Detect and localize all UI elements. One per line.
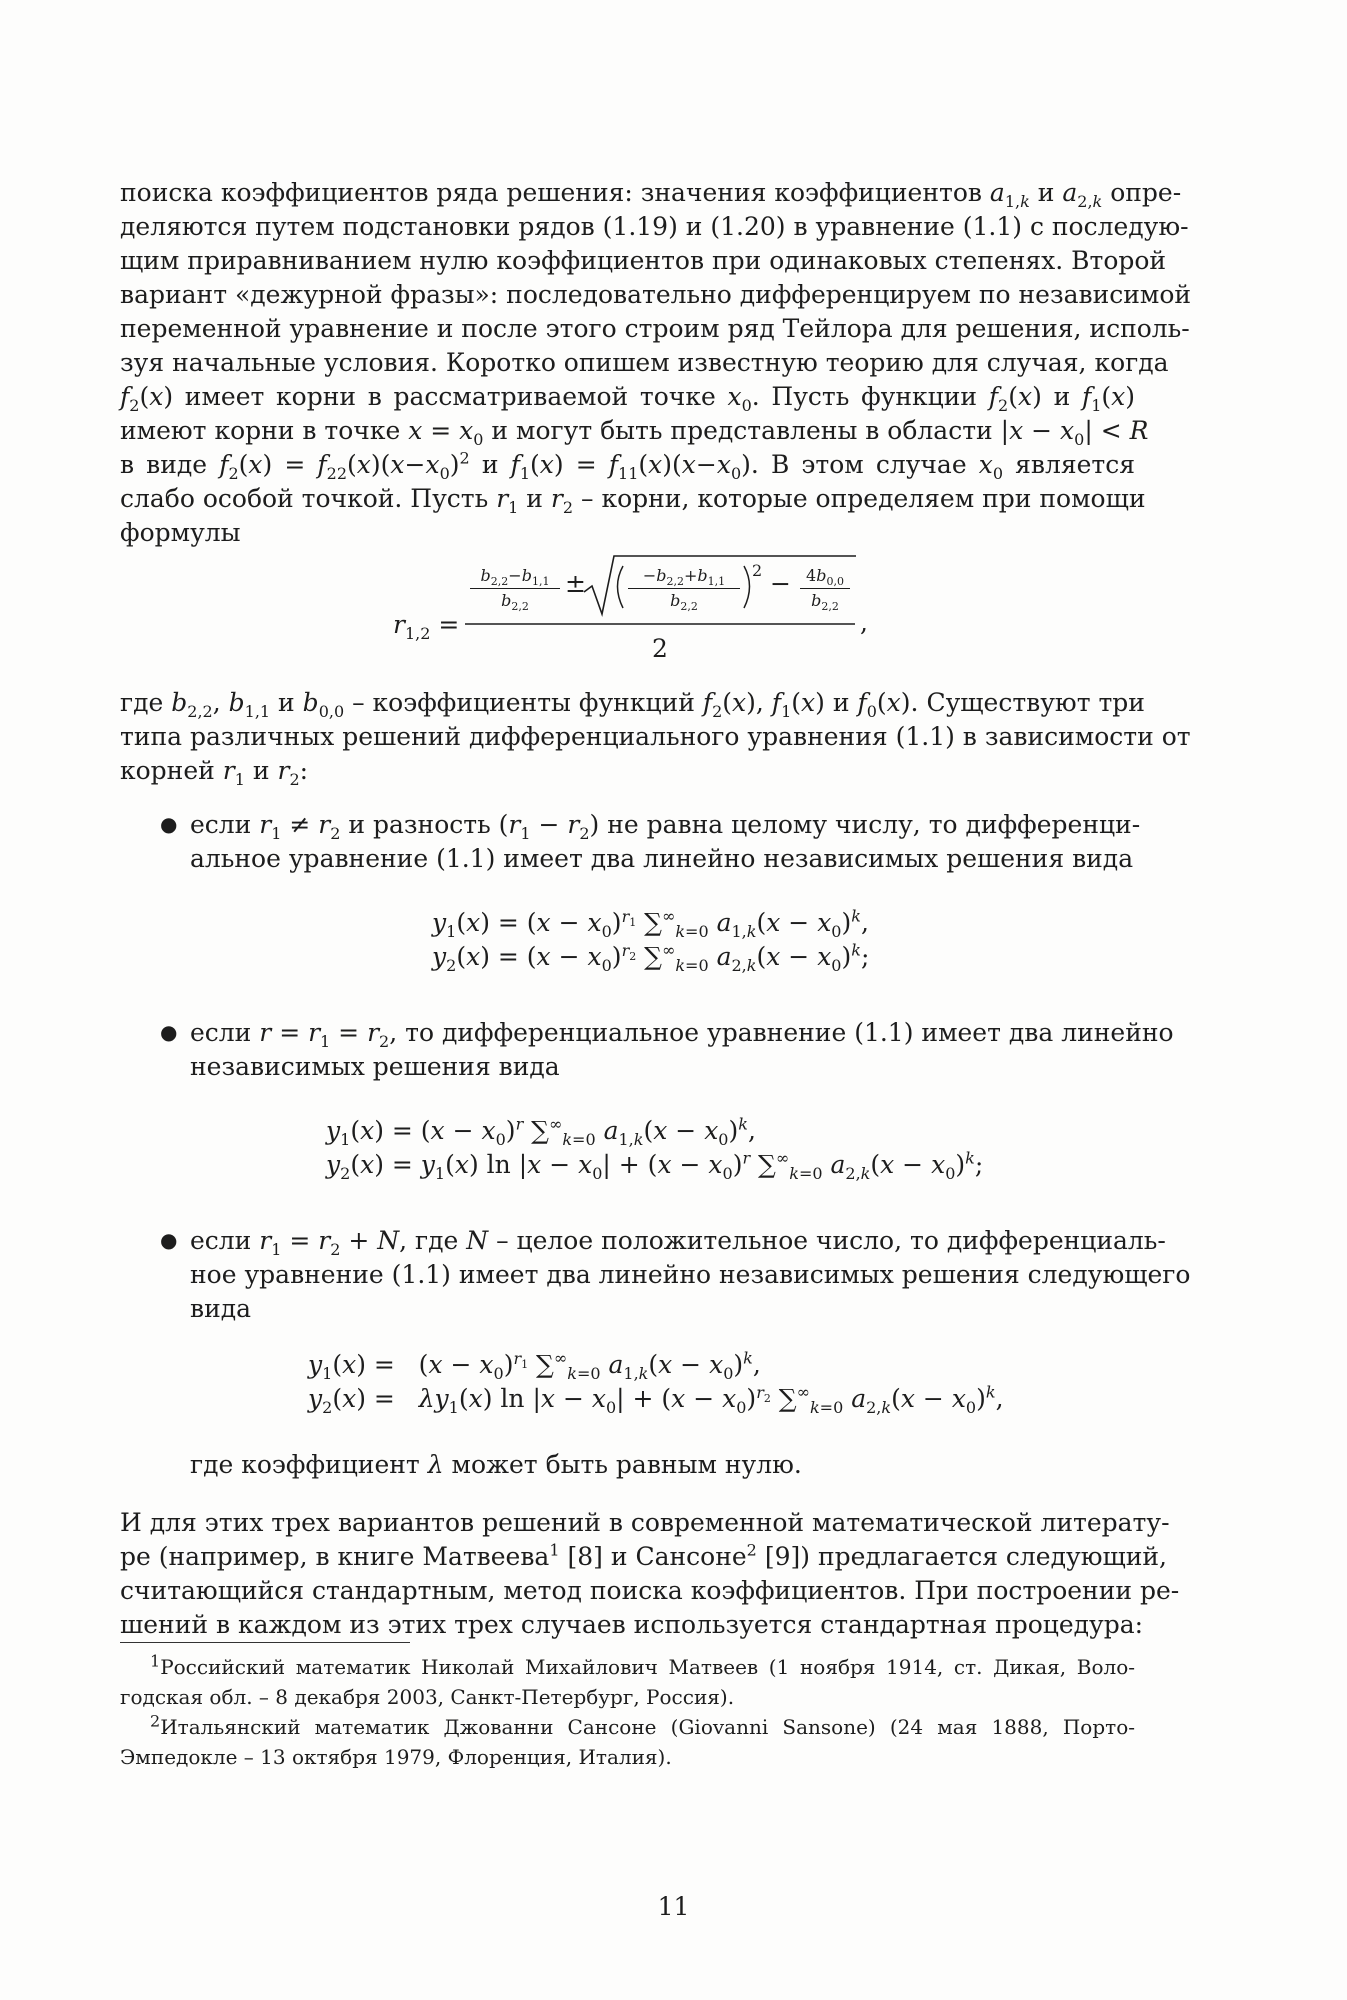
text-line: корней $r_1$ и $r_2$: <box>120 756 309 789</box>
text-line: если $r = r_1 = r_2$, то дифференциальное уравнение (1.1) имеет два линейно <box>190 1018 1174 1051</box>
text-line: альное уравнение (1.1) имеет два линейно независимых решения вида <box>190 844 1134 873</box>
text-line: слабо особой точкой. Пусть $r_1$ и $r_2$ – корни, которые определяем при помощи <box>120 484 1146 517</box>
text-line: щим приравниванием нулю коэффициентов при одинаковых степенях. Второй <box>120 246 1167 275</box>
text-line: если $r_1 \ne r_2$ и разность $(r_1 - r_2)$ не равна целому числу, то дифференци- <box>190 810 1141 843</box>
footnote-rule <box>120 1642 410 1643</box>
text-line: поиска коэффициентов ряда решения: значения коэффициентов $a_{1,k}$ и $a_{2,k}$ опре- <box>120 178 1182 211</box>
text-line: зуя начальные условия. Коротко опишем известную теорию для случая, когда <box>120 348 1169 377</box>
text-line: в виде $f_2(x) = f_{22}(x)(x-x_0)^2$ и $f_1(x) = f_{11}(x)(x-x_0)$. В этом случае $x_0$ является <box>120 448 1136 483</box>
formula-y1: $y_1(x) = (x - x_0)^r$ $\sum^\infty_{k=0}$ $a_{1,k}(x - x_0)^k$, <box>326 1114 756 1149</box>
text-line: переменной уравнение и после этого строим ряд Тейлора для решения, исполь- <box>120 314 1190 343</box>
bullet-icon: ● <box>160 812 178 836</box>
formula-r12: $r_{1,2}$ = $\frac{b_{2,2}-b_{1,1}}{b_{2,2}}$ ± $\frac{-b_{2,2}+b_{1,1}}{b_{2,2}}$ 2 − $\frac{4b_{0,0}}{b_{2,2}}$ 2 , <box>0 548 1347 678</box>
bullet-icon: ● <box>160 1020 178 1044</box>
formula-y2: $y_2(x) = y_1(x)$ $\ln |x - x_0| + (x - x_0)^r$ $\sum^\infty_{k=0}$ $a_{2,k}(x - x_0)^k$; <box>326 1148 984 1183</box>
text-line: шений в каждом из этих трех случаев используется стандартная процедура: <box>120 1610 1144 1639</box>
footnote-1-cont: годская обл. – 8 декабря 2003, Санкт-Петербург, Россия). <box>120 1685 735 1709</box>
footnote-2-cont: Эмпедокле – 13 октября 1979, Флоренция, Италия). <box>120 1745 672 1769</box>
page-number: 11 <box>657 1892 690 1921</box>
text-line: имеют корни в точке $x = x_0$ и могут быть представлены в области $|x - x_0| < R$ <box>120 416 1149 449</box>
text-line: $f_2(x)$ имеет корни в рассматриваемой точке $x_0$. Пусть функции $f_2(x)$ и $f_1(x)$ <box>120 382 1136 415</box>
text-line: ное уравнение (1.1) имеет два линейно независимых решения следующего <box>190 1260 1191 1289</box>
text-line: где коэффициент λ может быть равным нулю. <box>190 1450 802 1479</box>
footnote-2: $^2$Итальянский математик Джованни Сансоне (Giovanni Sansone) (24 мая 1888, Порто- <box>150 1711 1135 1739</box>
formula-y1: $y_1(x) = (x - x_0)^{r_1}$ $\sum^\infty_{k=0}$ $a_{1,k}(x - x_0)^k$, <box>432 906 869 941</box>
text-line: если $r_1 = r_2 + N$, где N – целое положительное число, то дифференциаль- <box>190 1226 1166 1259</box>
text-line: независимых решения вида <box>190 1052 560 1081</box>
text-line: где $b_{2,2}$, $b_{1,1}$ и $b_{0,0}$ – коэффициенты функций $f_2(x)$, $f_1(x)$ и $f_0(x)$. Существуют три <box>120 688 1145 721</box>
text-line: вида <box>190 1294 252 1323</box>
formula-y1: $y_1(x) = (x - x_0)^{r_1}$ $\sum^\infty_{k=0}$ $a_{1,k}(x - x_0)^k$, <box>308 1348 761 1383</box>
bullet-icon: ● <box>160 1228 178 1252</box>
footnote-1: $^1$Российский математик Николай Михайлович Матвеев (1 ноября 1914, ст. Дикая, Воло- <box>150 1651 1135 1679</box>
text-line: И для этих трех вариантов решений в современной математической литерату- <box>120 1508 1170 1537</box>
text-line: типа различных решений дифференциального уравнения (1.1) в зависимости от <box>120 722 1191 751</box>
text-line: считающийся стандартным, метод поиска коэффициентов. При построении ре- <box>120 1576 1180 1605</box>
text-line: вариант «дежурной фразы»: последовательно дифференцируем по независимой <box>120 280 1192 309</box>
text-line: ре (например, в книге Матвеева$^1$ [8] и Сансоне$^2$ [9]) предлагается следующий, <box>120 1540 1167 1571</box>
text-line: формулы <box>120 518 241 547</box>
formula-y2: $y_2(x) = \lambda y_1(x)$ $\ln |x - x_0| + (x - x_0)^{r_2}$ $\sum^\infty_{k=0}$ $a_{2,k}(x - x_0)^k$, <box>308 1382 1004 1417</box>
text-line: деляются путем подстановки рядов (1.19) и (1.20) в уравнение (1.1) с последую- <box>120 212 1189 241</box>
formula-y2: $y_2(x) = (x - x_0)^{r_2}$ $\sum^\infty_{k=0}$ $a_{2,k}(x - x_0)^k$; <box>432 940 870 975</box>
